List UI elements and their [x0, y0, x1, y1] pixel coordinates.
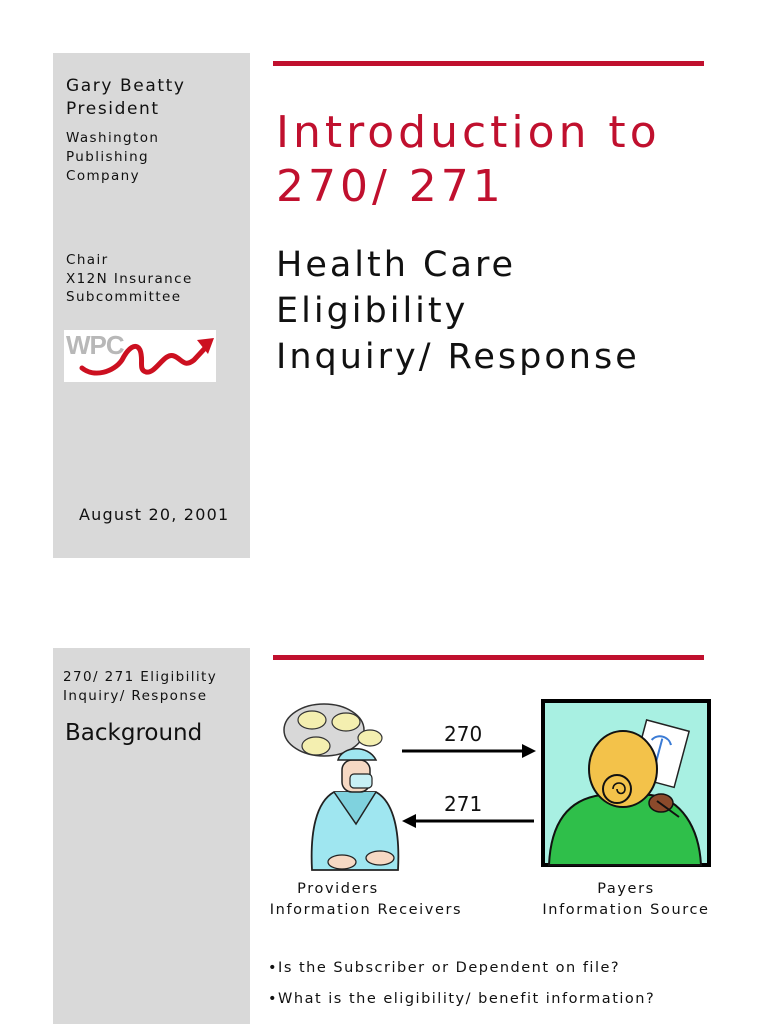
- slide1-subtitle-line-2: Eligibility: [276, 291, 469, 331]
- providers-caption-line-2: Information Receivers: [269, 902, 463, 918]
- payer-illustration: [541, 699, 711, 867]
- provider-surgeon-illustration: [272, 702, 412, 872]
- company-line-3: Company: [66, 168, 141, 184]
- payers-caption-line-2: Information Source: [542, 902, 710, 918]
- arrow-271-left: [400, 814, 538, 828]
- bullet-item: •Is the Subscriber or Dependent on file?: [268, 960, 621, 976]
- section-heading: Background: [65, 720, 203, 746]
- company-line-2: Publishing: [66, 149, 149, 165]
- presenter-title: President: [66, 99, 160, 119]
- slide2-title-rule: [273, 655, 704, 660]
- section-line-1: 270/ 271 Eligibility: [63, 669, 218, 685]
- company-line-1: Washington: [66, 130, 160, 146]
- slide1-subtitle-line-3: Inquiry/ Response: [276, 337, 640, 377]
- providers-caption-line-1: Providers: [297, 881, 379, 897]
- slide1-subtitle-line-1: Health Care: [276, 245, 517, 285]
- arrow-270-right: [400, 744, 538, 758]
- presenter-name: Gary Beatty: [66, 76, 186, 96]
- section-line-2: Inquiry/ Response: [63, 688, 208, 704]
- role-line-2: X12N Insurance: [66, 271, 193, 287]
- slide1-title-rule: [273, 61, 704, 66]
- wpc-logo-swoosh: [64, 330, 216, 382]
- role-line-1: Chair: [66, 252, 109, 268]
- wpc-logo-text: WPC: [66, 330, 124, 360]
- role-line-3: Subcommittee: [66, 289, 182, 305]
- payers-caption-line-1: Payers: [597, 881, 655, 897]
- arrow-271-label: 271: [444, 792, 483, 816]
- slide1-title-line-2: 270/ 271: [276, 161, 505, 212]
- bullet-item: •What is the eligibility/ benefit information?: [268, 991, 656, 1007]
- arrow-270-label: 270: [444, 722, 483, 746]
- wpc-logo: [64, 330, 216, 382]
- slide1-title-line-1: Introduction to: [276, 107, 661, 158]
- presentation-date: August 20, 2001: [79, 505, 230, 524]
